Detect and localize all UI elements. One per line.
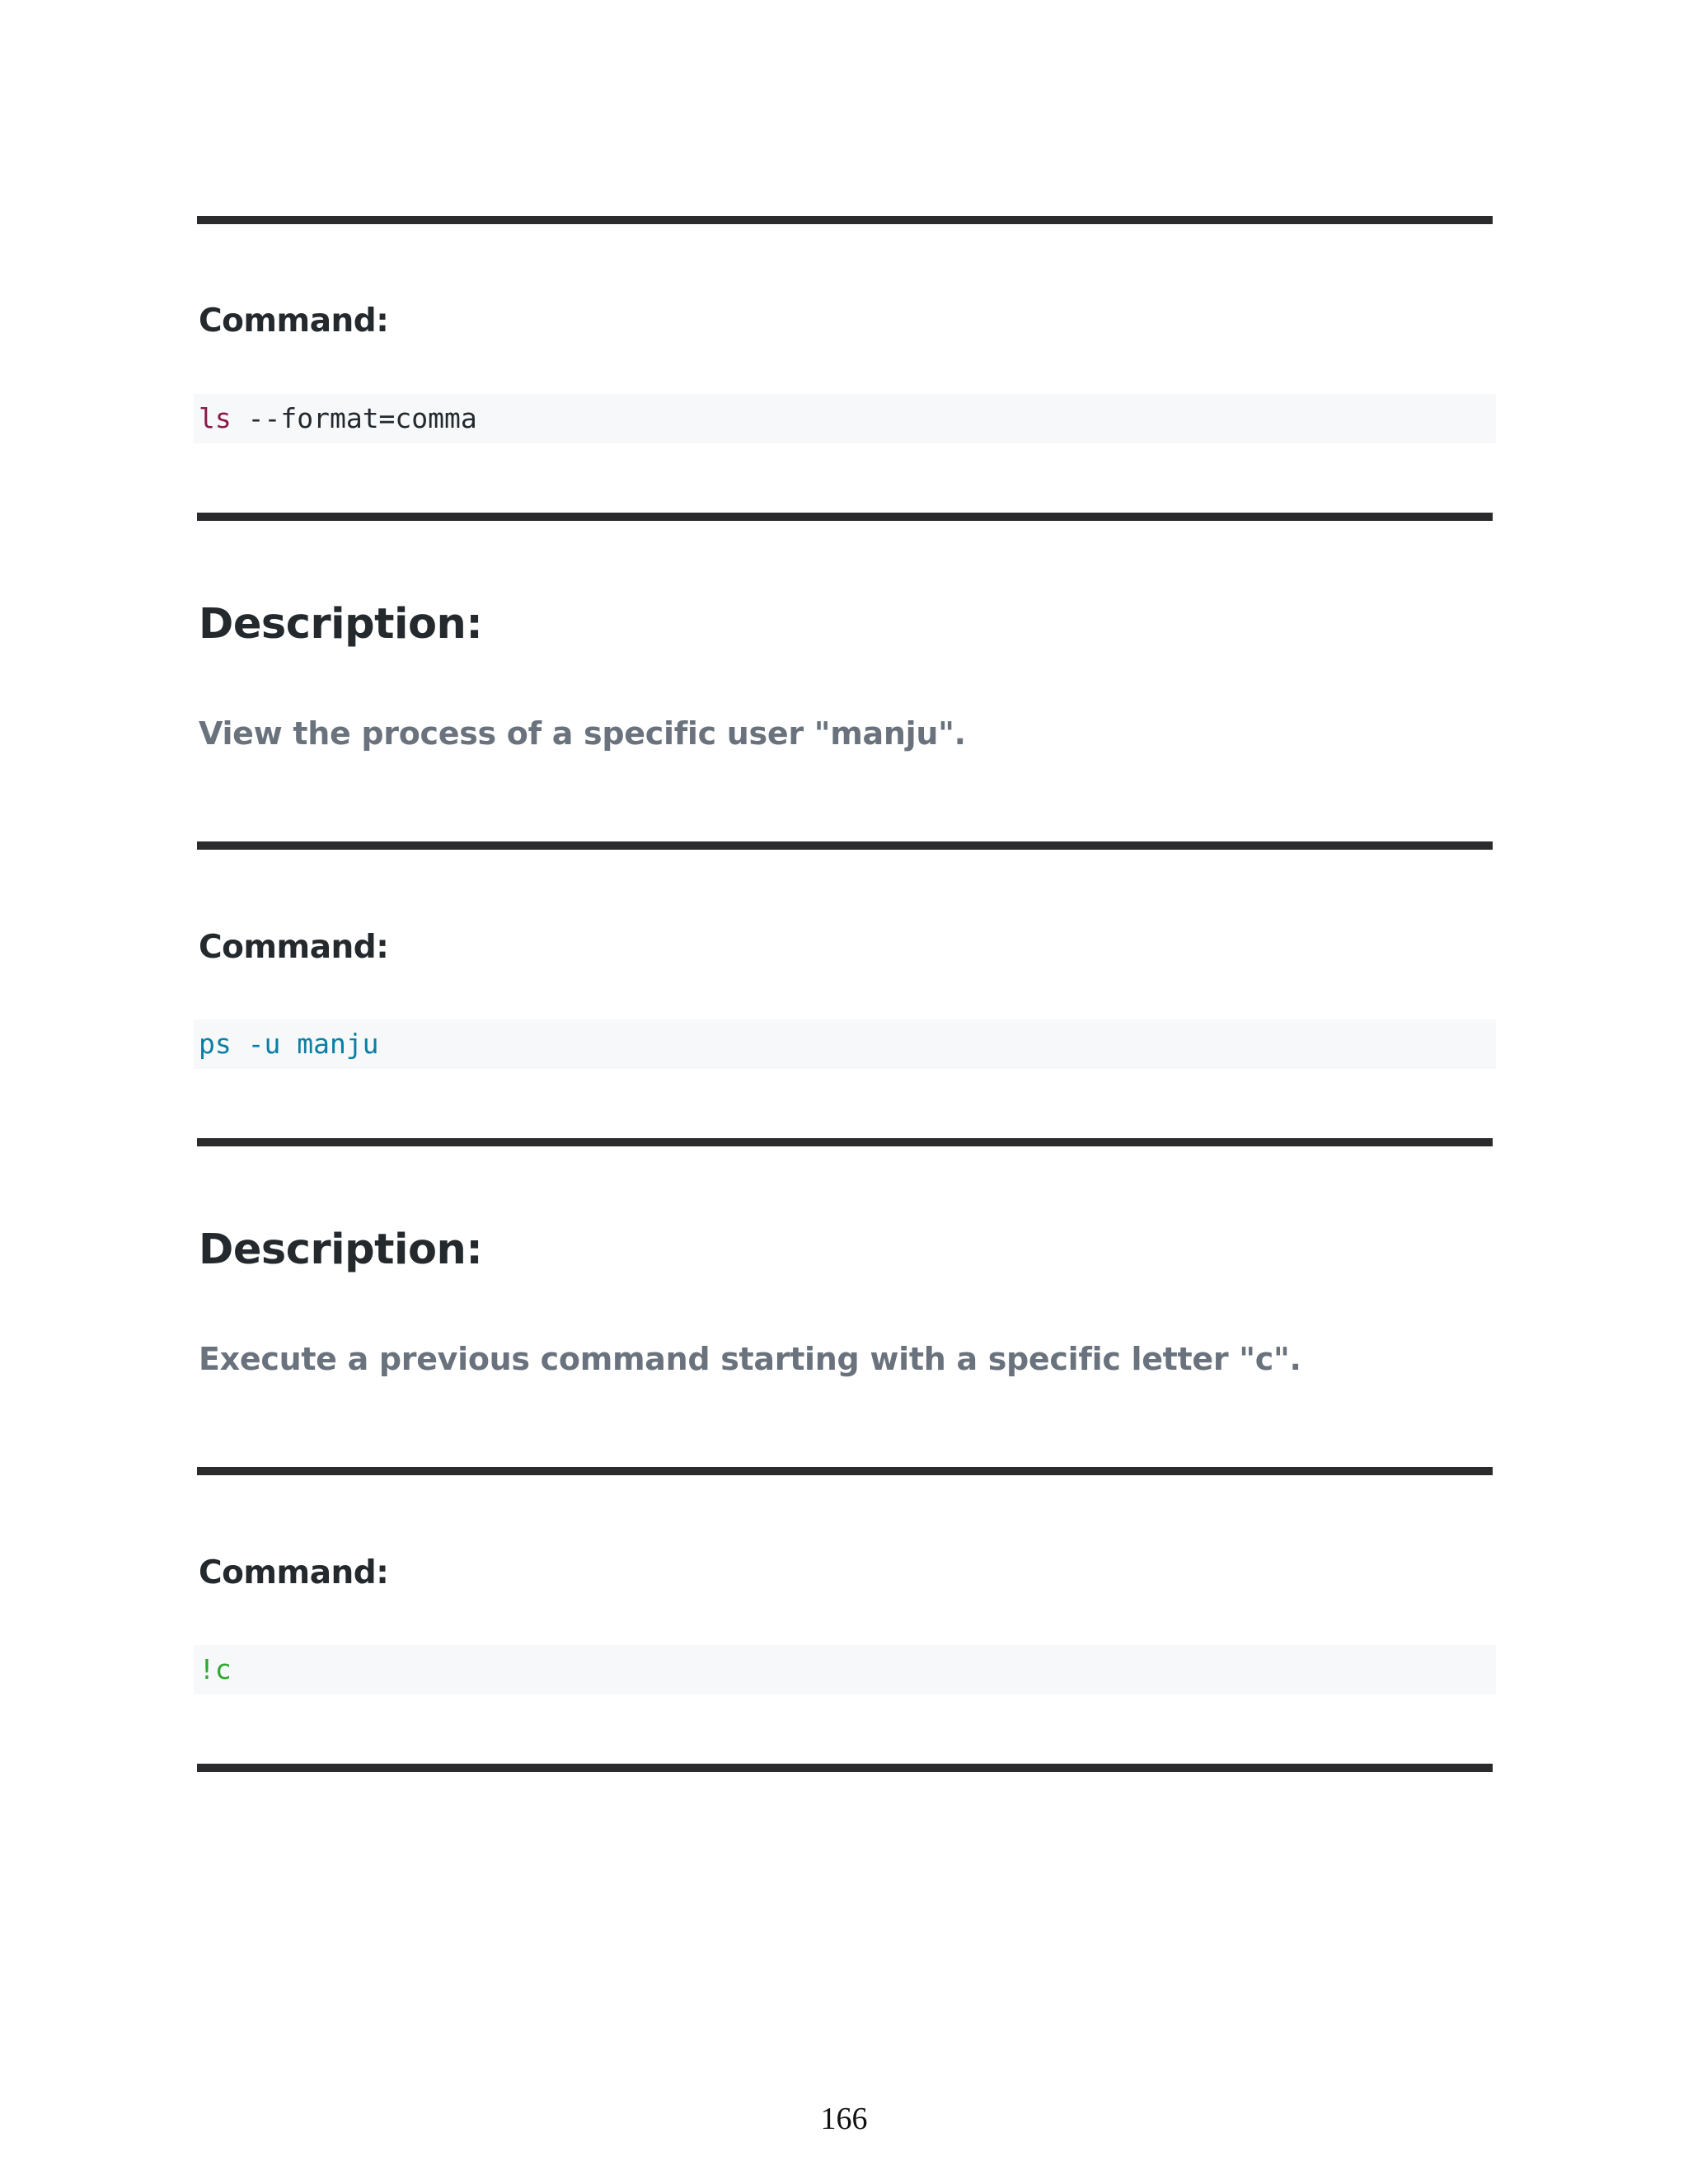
horizontal-rule-5 xyxy=(197,1467,1493,1475)
description-text-2: Execute a previous command starting with a specific letter "c". xyxy=(199,1341,1301,1377)
code-block-3 xyxy=(194,1645,1496,1694)
code-history-command: !c xyxy=(199,1653,232,1685)
code-args-format: --format=comma xyxy=(231,402,477,434)
description-heading-2: Description: xyxy=(199,1226,483,1274)
code-block-1 xyxy=(194,394,1496,443)
command-label-1: Command: xyxy=(199,302,389,340)
code-block-2 xyxy=(194,1019,1496,1069)
command-label-3: Command: xyxy=(199,1554,389,1591)
code-ps-command: ps -u manju xyxy=(199,1028,379,1060)
horizontal-rule-4 xyxy=(197,1138,1493,1146)
horizontal-rule-3 xyxy=(197,841,1493,850)
description-text-1: View the process of a specific user "manju". xyxy=(199,715,966,752)
description-heading-1: Description: xyxy=(199,600,483,649)
code-keyword-ls: ls xyxy=(199,402,232,434)
horizontal-rule-6 xyxy=(197,1764,1493,1772)
command-label-2: Command: xyxy=(199,929,389,966)
horizontal-rule-2 xyxy=(197,513,1493,521)
page-number: 166 xyxy=(820,2102,868,2136)
horizontal-rule-1 xyxy=(197,216,1493,224)
